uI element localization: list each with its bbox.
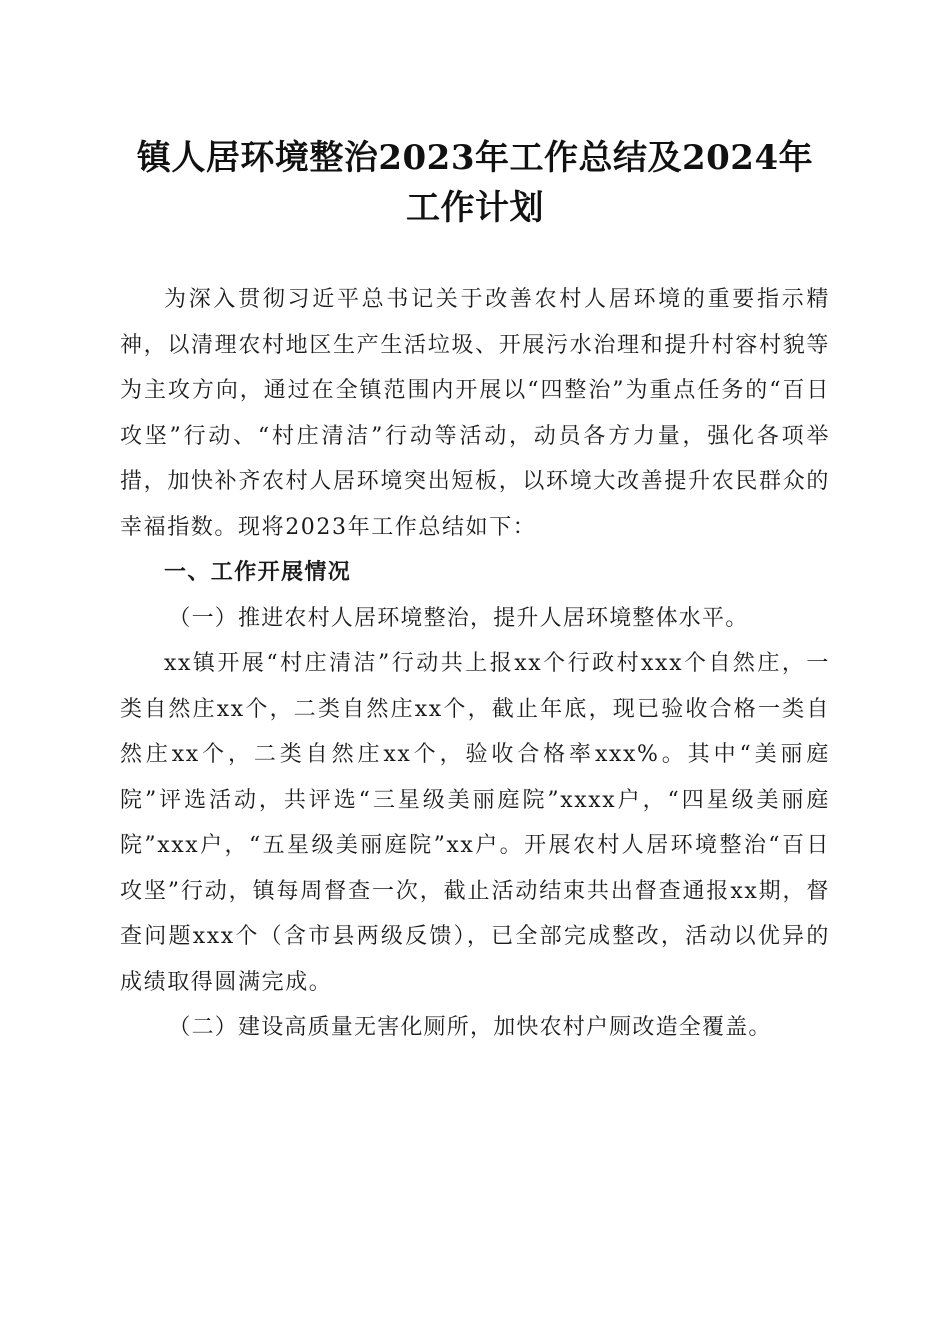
subsection-heading-2: （二）建设高质量无害化厕所，加快农村户厕改造全覆盖。 (168, 1015, 772, 1040)
intro-paragraph: 为深入贯彻习近平总书记关于改善农村人居环境的重要指示精神，以清理农村地区生产生活垃圾、开展污水治理和提升村容村貌等为主攻方向，通过在全镇范围内开展以“四整治”为重点任务的“百日攻坚”行动、“村庄清洁”行动等活动，动员各方力量，强化各项举措，加快补齐农村人居环境突出短板，以环境大改善提升农民群众的幸福指数。现将2023年工作总结如下： (120, 287, 830, 540)
section-heading-work-progress: 一、工作开展情况 (164, 560, 352, 585)
subsection-heading-1: （一）推进农村人居环境整治，提升人居环境整体水平。 (168, 605, 749, 631)
subsection-1-paragraph: xx镇开展“村庄清洁”行动共上报xx个行政村xxx个自然庄，一类自然庄xx个，二类自然庄xx个，截止年底，现已验收合格一类自然庄xx个，二类自然庄xx个，验收合格率xxx%。其中“美丽庭院”评选活动，共评选“三星级美丽庭院”xxxx户，“四星级美丽庭院”xxx户，“五星级美丽庭院”xx户。开展农村人居环境整治“百日攻坚”行动，镇每周督查一次，截止活动结束共出督查通报xx期，督查问题xxx个（含市县两级反馈），已全部完成整改，活动以优异的成绩取得圆满完成。 (120, 651, 830, 995)
document-body (120, 277, 830, 1051)
document-title: 镇人居环境整治2023年工作总结及2024年工作计划 (136, 138, 814, 228)
